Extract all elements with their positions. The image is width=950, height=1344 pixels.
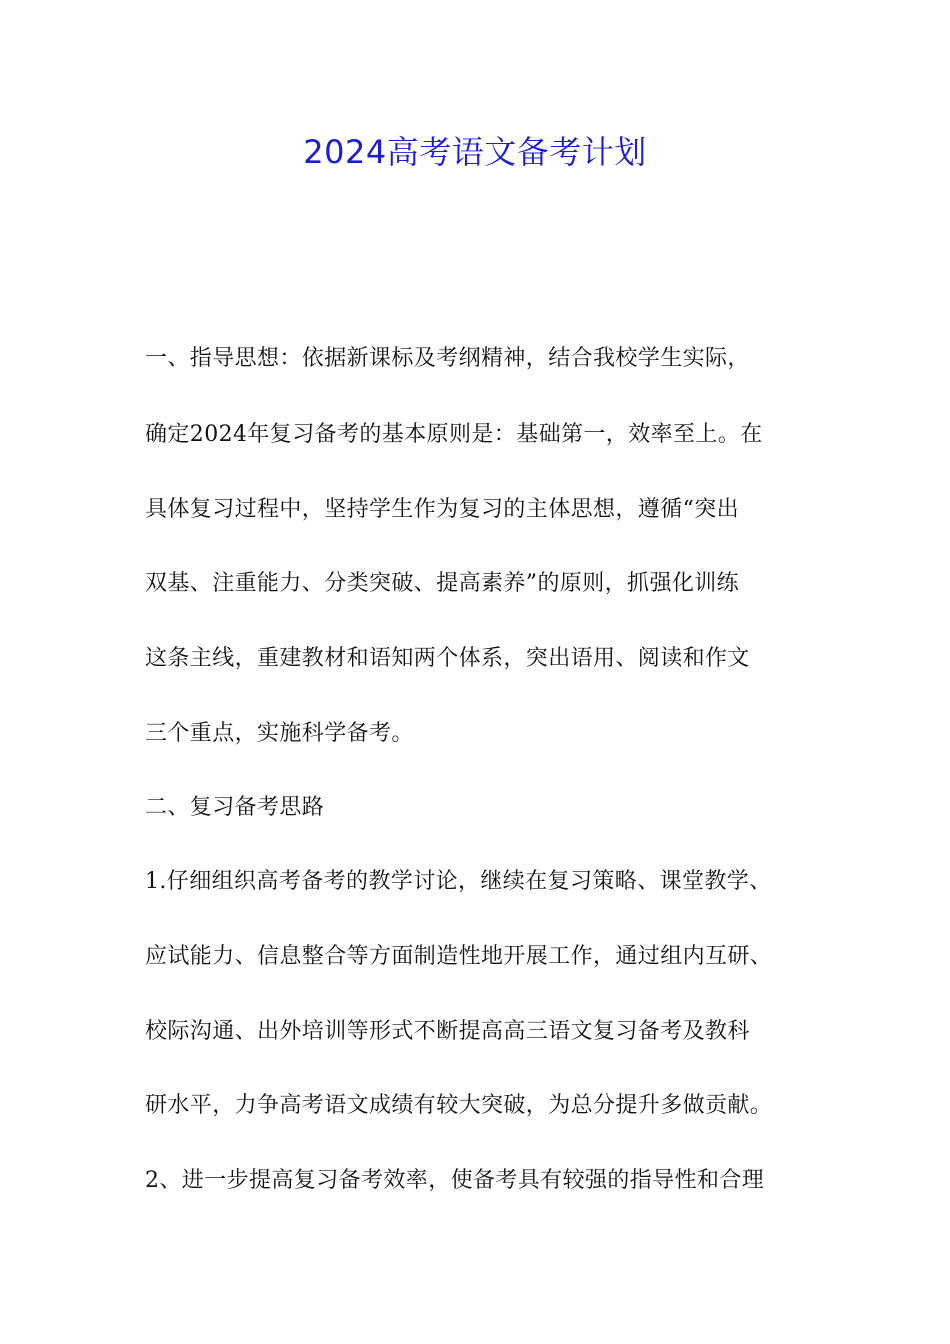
body-line-1: 一、指导思想：依据新课标及考纲精神，结合我校学生实际，: [145, 346, 750, 371]
body-line-2: 确定2024年复习备考的基本原则是：基础第一，效率至上。在: [145, 422, 763, 447]
body-line-3: 具体复习过程中，坚持学生作为复习的主体思想，遵循“突出: [145, 497, 740, 522]
body-line-6: 三个重点，实施科学备考。: [145, 721, 414, 746]
section-heading-2: 二、复习备考思路: [145, 795, 325, 820]
body-line-10: 校际沟通、出外培训等形式不断提高高三语文复习备考及教科: [145, 1019, 750, 1044]
body-line-5: 这条主线，重建教材和语知两个体系，突出语用、阅读和作文: [145, 646, 750, 671]
body-line-12: 2、进一步提高复习备考效率，使备考具有较强的指导性和合理: [145, 1168, 765, 1193]
body-line-8: 1.仔细组织高考备考的教学讨论，继续在复习策略、课堂教学、: [145, 869, 772, 894]
body-line-9: 应试能力、信息整合等方面制造性地开展工作，通过组内互研、: [145, 944, 773, 969]
body-line-11: 研水平，力争高考语文成绩有较大突破，为总分提升多做贡献。: [145, 1093, 773, 1118]
document-title: 2024高考语文备考计划: [303, 133, 647, 171]
body-line-4: 双基、注重能力、分类突破、提高素养”的原则，抓强化训练: [145, 571, 740, 596]
